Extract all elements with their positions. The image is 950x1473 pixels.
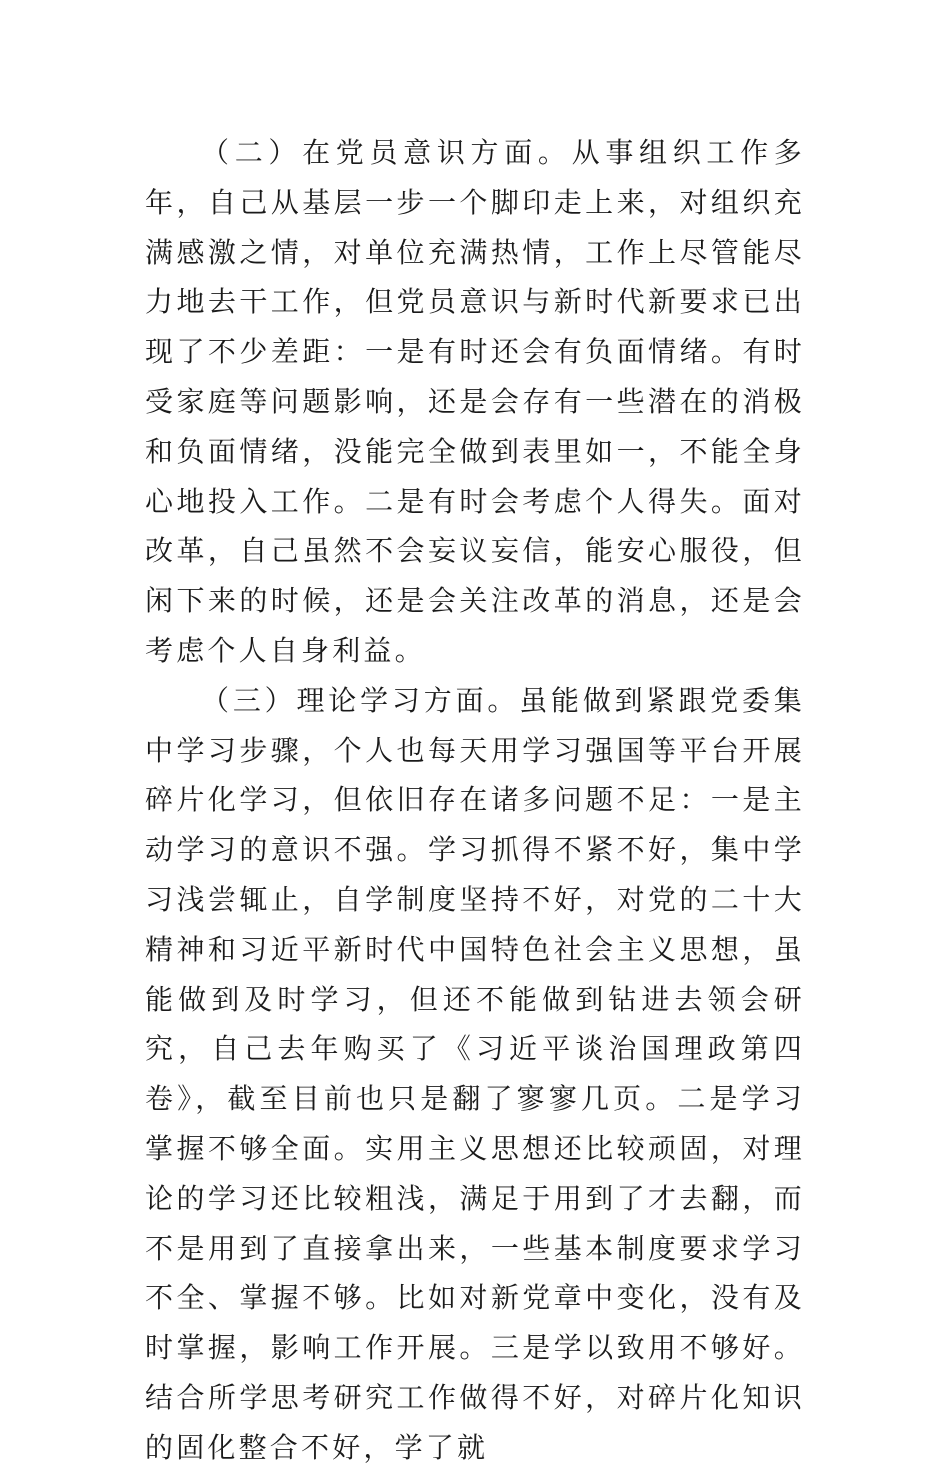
paragraph-theory-study: （三）理论学习方面。虽能做到紧跟党委集中学习步骤，个人也每天用学习强国等平台开展碎片化学习，但依旧存在诸多问题不足：一是主动学习的意识不强。学习抓得不紧不好，集中学习浅尝辄止，自学制度坚持不好，对党的二十大精神和习近平新时代中国特色社会主义思想，虽能做到及时学习，但还不能做到钻进去领会研究，自己去年购买了《习近平谈治国理政第四卷》，截至目前也只是翻了寥寥几页。二是学习掌握不够全面。实用主义思想还比较顽固，对理论的学习还比较粗浅，满足于用到了才去翻，而不是用到了直接拿出来，一些基本制度要求学习不全、掌握不够。比如对新党章中变化，没有及时掌握，影响工作开展。三是学以致用不够好。结合所学思考研究工作做得不好，对碎片化知识的固化整合不好，学了就 — [145, 683, 805, 1464]
paragraph-party-member-awareness: （二）在党员意识方面。从事组织工作多年，自己从基层一步一个脚印走上来，对组织充满感激之情，对单位充满热情，工作上尽管能尽力地去干工作，但党员意识与新时代新要求已出现了不少差距：一是有时还会有负面情绪。有时受家庭等问题影响，还是会存有一些潜在的消极和负面情绪，没能完全做到表里如一，不能全身心地投入工作。二是有时会考虑个人得失。面对改革，自己虽然不会妄议妄信，能安心服役，但闲下来的时候，还是会关注改革的消息，还是会考虑个人自身利益。 — [145, 136, 805, 667]
document-body — [145, 128, 805, 1473]
